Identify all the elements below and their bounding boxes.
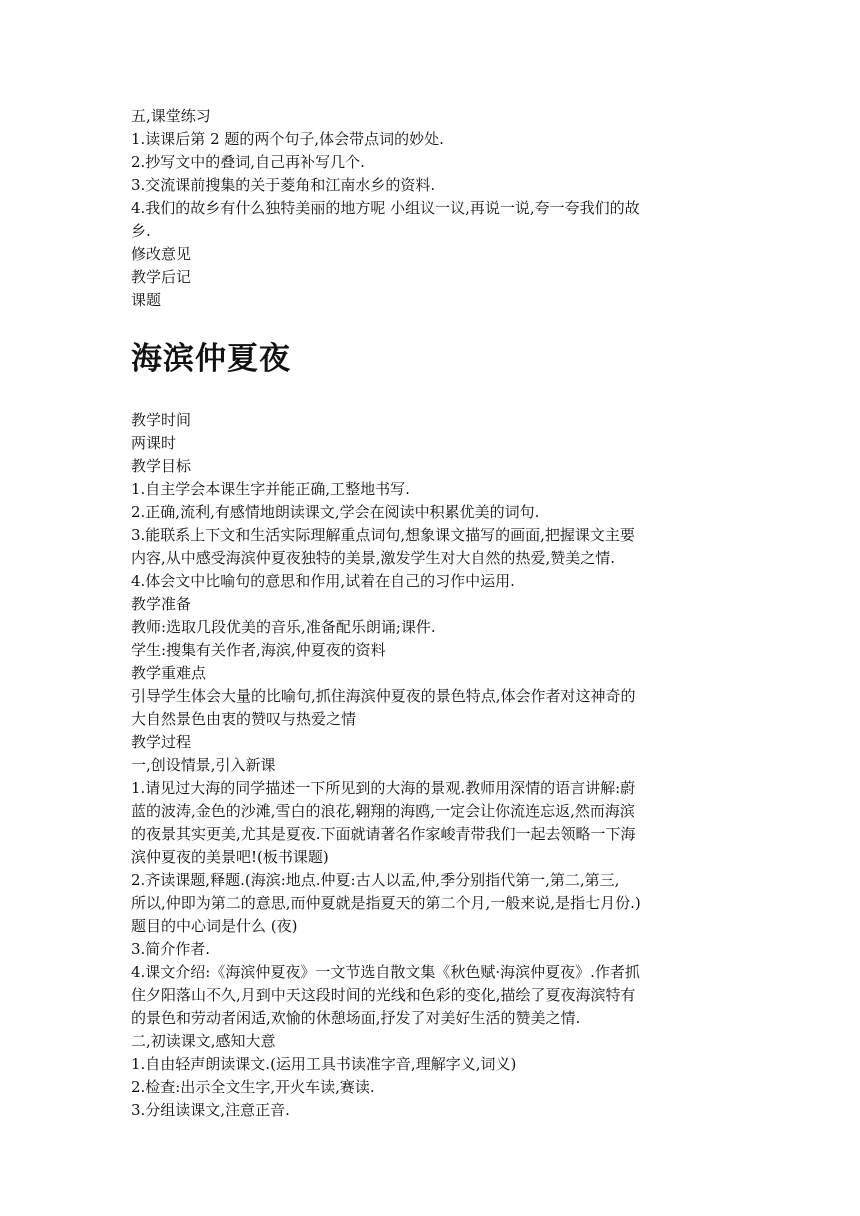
body-text-line: 3.简介作者.: [131, 940, 211, 958]
previous-section-line: 五,课堂练习: [131, 107, 211, 125]
body-text-line: 1.自由轻声朗读课文.(运用工具书读准字音,理解字义,词义): [131, 1055, 517, 1073]
body-text-line: 教学目标: [131, 457, 192, 475]
previous-section-line: 课题: [131, 291, 162, 309]
previous-section-line: 3.交流课前搜集的关于菱角和江南水乡的资料.: [131, 176, 436, 194]
body-text-line: 题目的中心词是什么 (夜): [131, 917, 298, 935]
body-text-line: 2.正确,流利,有感情地朗读课文,学会在阅读中积累优美的词句.: [131, 503, 540, 521]
body-text-line: 3.分组读课文,注意正音.: [131, 1101, 290, 1119]
body-text-line: 引导学生体会大量的比喻句,抓住海滨仲夏夜的景色特点,体会作者对这神奇的: [131, 687, 636, 705]
body-text-line: 二,初读课文,感知大意: [131, 1032, 276, 1050]
body-text-line: 1.自主学会本课生字并能正确,工整地书写.: [131, 480, 410, 498]
body-text-line: 2.齐读课题,释题.(海滨:地点.仲夏:古人以孟,仲,季分别指代第一,第二,第三,: [131, 871, 620, 889]
previous-section-line: 修改意见: [131, 245, 192, 263]
body-text-line: 的夜景其实更美,尤其是夏夜.下面就请著名作家峻青带我们一起去领略一下海: [131, 825, 636, 843]
previous-section-line: 乡.: [131, 222, 151, 240]
body-text-line: 一,创设情景,引入新课: [131, 756, 276, 774]
body-text-line: 2.检查:出示全文生字,开火车读,赛读.: [131, 1078, 375, 1096]
body-text-line: 教学过程: [131, 733, 192, 751]
body-text-line: 1.请见过大海的同学描述一下所见到的大海的景观.教师用深情的语言讲解:蔚: [131, 779, 636, 797]
previous-lesson-section: [131, 105, 731, 312]
body-text-line: 教师:选取几段优美的音乐,准备配乐朗诵;课件.: [131, 618, 436, 636]
body-text-line: 教学重难点: [131, 664, 207, 682]
lesson-plan-body: [131, 409, 731, 1122]
body-text-line: 大自然景色由衷的赞叹与热爱之情: [131, 710, 357, 728]
body-text-line: 住夕阳落山不久,月到中天这段时间的光线和色彩的变化,描绘了夏夜海滨特有: [131, 986, 636, 1004]
body-text-line: 内容,从中感受海滨仲夏夜独特的美景,激发学生对大自然的热爱,赞美之情.: [131, 549, 616, 567]
body-text-line: 4.体会文中比喻句的意思和作用,试着在自己的习作中运用.: [131, 572, 515, 590]
body-text-line: 的景色和劳动者闲适,欢愉的休憩场面,抒发了对美好生活的赞美之情.: [131, 1009, 581, 1027]
previous-section-line: 4.我们的故乡有什么独特美丽的地方呢 小组议一议,再说一说,夸一夸我们的故: [131, 199, 640, 217]
previous-section-line: 1.读课后第 2 题的两个句子,体会带点词的妙处.: [131, 130, 444, 148]
body-text-line: 教学准备: [131, 595, 192, 613]
lesson-title: 海滨仲夏夜: [131, 341, 291, 377]
previous-section-line: 教学后记: [131, 268, 192, 286]
body-text-line: 4.课文介绍:《海滨仲夏夜》一文节选自散文集《秋色赋·海滨仲夏夜》.作者抓: [131, 963, 640, 981]
body-text-line: 蓝的波涛,金色的沙滩,雪白的浪花,翱翔的海鸥,一定会让你流连忘返,然而海滨: [131, 802, 635, 820]
body-text-line: 教学时间: [131, 411, 192, 429]
body-text-line: 所以,仲即为第二的意思,而仲夏就是指夏天的第二个月,一般来说,是指七月份.): [131, 894, 641, 912]
body-text-line: 学生:搜集有关作者,海滨,仲夏夜的资料: [131, 641, 386, 659]
body-text-line: 3.能联系上下文和生活实际理解重点词句,想象课文描写的画面,把握课文主要: [131, 526, 635, 544]
previous-section-line: 2.抄写文中的叠词,自己再补写几个.: [131, 153, 365, 171]
body-text-line: 滨仲夏夜的美景吧!(板书课题): [131, 848, 329, 866]
body-text-line: 两课时: [131, 434, 177, 452]
